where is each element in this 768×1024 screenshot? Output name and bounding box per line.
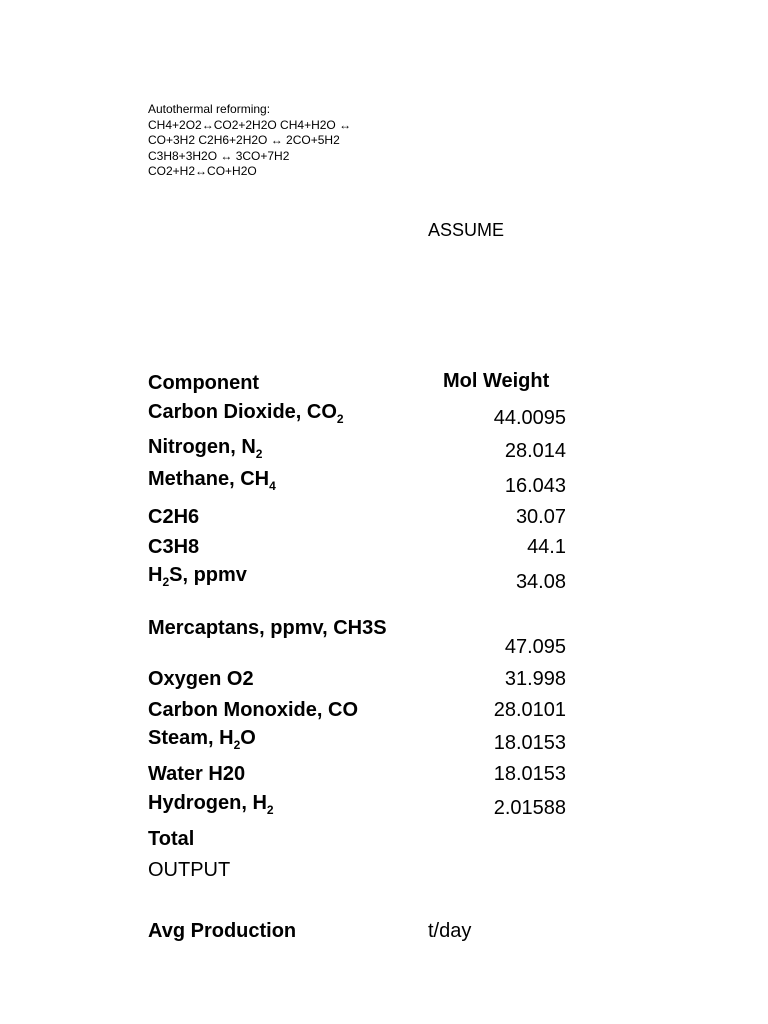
- mol-weight-value: 47.095: [504, 636, 566, 658]
- reaction-line: CO2+H2↔CO+H2O: [148, 164, 257, 178]
- component-name: Water H20: [148, 763, 246, 785]
- component-name: Steam, $H_2O$: [148, 727, 256, 752]
- reaction-notes: [148, 102, 398, 180]
- assume-label: ASSUME: [428, 220, 505, 240]
- component-name: C2H6: [148, 506, 200, 528]
- mol-weight-value: 30.07: [515, 506, 566, 528]
- mol-weight-value: 18.0153: [493, 763, 566, 785]
- mol-weight-value: 34.08: [515, 571, 566, 593]
- mol-weight-value: 28.0101: [493, 699, 566, 721]
- component-header: Component: [148, 372, 260, 394]
- component-name: Carbon Dioxide, $CO_2$: [148, 401, 344, 426]
- reaction-line: CO+3H2 C2H6+2H2O ↔ 2CO+5H2: [148, 133, 340, 147]
- mol-weight-value: 44.0095: [493, 407, 566, 429]
- mol-weight-header: Mol Weight: [443, 370, 550, 392]
- reaction-line: CH4+2O2↔CO2+2H2O CH4+H2O ↔: [148, 117, 352, 132]
- component-name: Methane, $CH_4$: [148, 468, 276, 493]
- notes-title: Autothermal reforming:: [148, 102, 271, 116]
- mol-weight-value: 44.1: [527, 536, 566, 558]
- mol-weight-value: 2.01588: [493, 797, 566, 819]
- mol-weight-value: 31.998: [504, 668, 566, 690]
- component-name: Carbon Monoxide, CO: [148, 699, 358, 721]
- component-name: Nitrogen, $N_2$: [148, 436, 263, 461]
- avg-production-label: Avg Production: [148, 920, 297, 942]
- production-unit: t/day: [428, 920, 472, 942]
- mol-weight-value: 18.0153: [493, 732, 566, 754]
- component-name: C3H8: [148, 536, 200, 558]
- component-name: Hydrogen, $H_2$: [148, 792, 274, 817]
- mol-weight-value: 16.043: [504, 475, 566, 497]
- component-name: Mercaptans, ppmv, CH3S: [148, 617, 387, 639]
- component-name: Oxygen O2: [148, 668, 254, 690]
- reaction-line: C3H8+3H2O ↔ 3CO+7H2: [148, 148, 290, 163]
- mol-weight-value: 28.014: [504, 440, 566, 462]
- output-label: OUTPUT: [148, 859, 231, 881]
- component-name: $H_2S$, ppmv: [148, 564, 247, 589]
- total-label: Total: [148, 828, 195, 850]
